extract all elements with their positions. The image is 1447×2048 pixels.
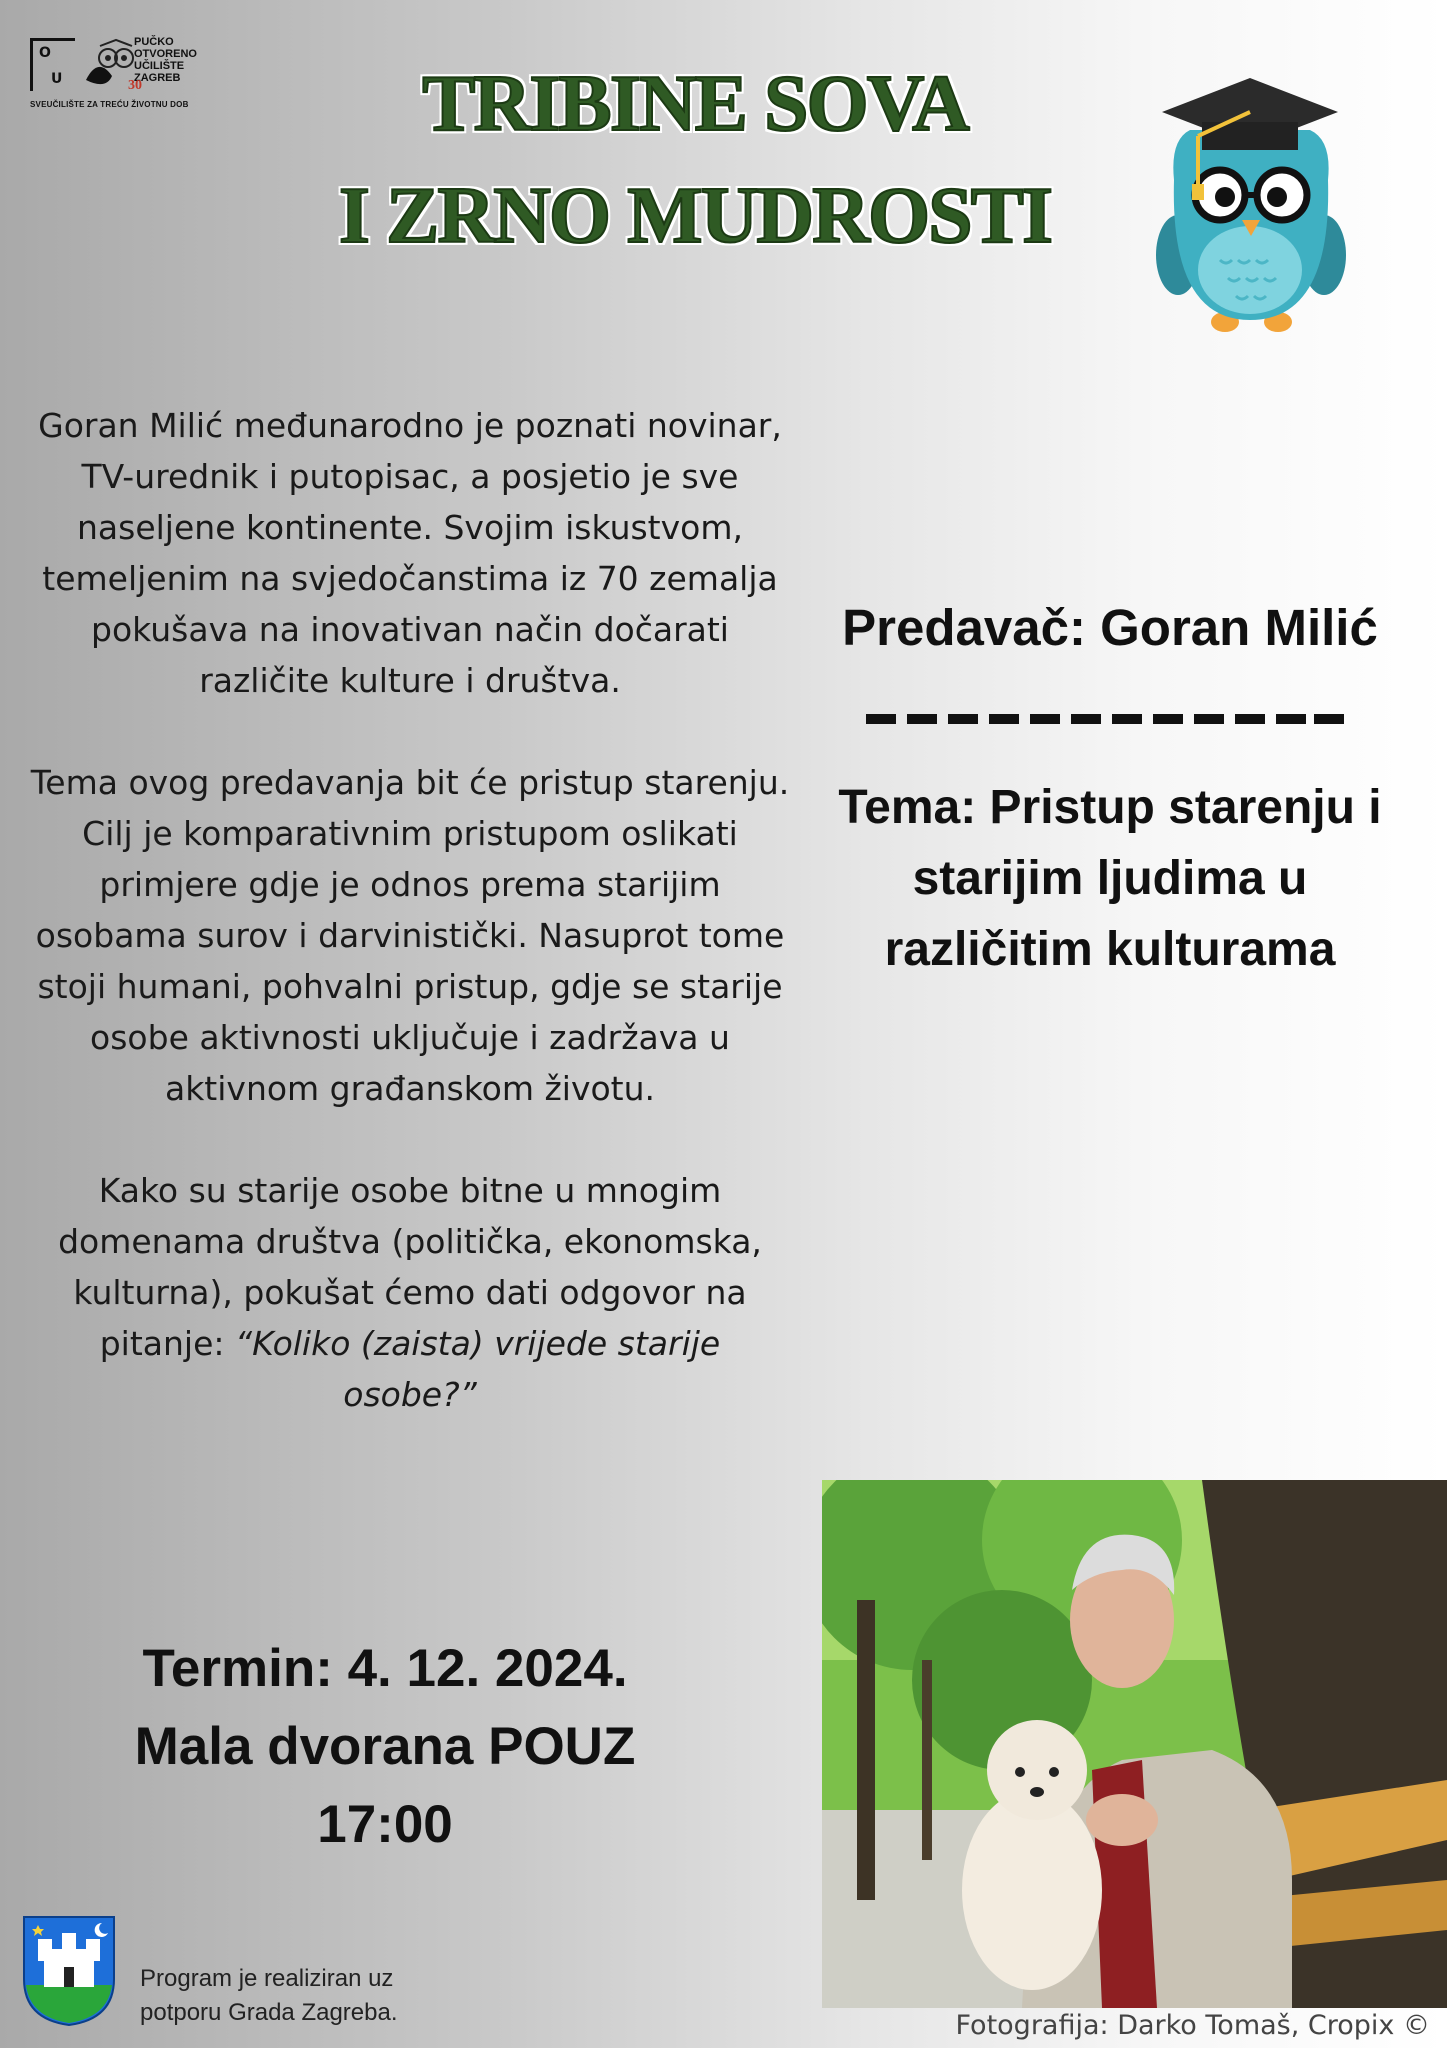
page-title bbox=[250, 48, 1140, 272]
program-line-1: Program je realiziran uz bbox=[140, 1965, 394, 1992]
topic-line-1: Tema: Pristup starenju i bbox=[838, 781, 1382, 834]
dashed-divider bbox=[866, 700, 1344, 740]
photo-credit: Fotografija: Darko Tomaš, Cropix © bbox=[955, 2010, 1430, 2041]
organization-logo bbox=[30, 32, 220, 112]
topic-heading bbox=[805, 772, 1415, 985]
event-time: 17:00 bbox=[317, 1795, 453, 1854]
title-line-1: TRIBINE SOVA bbox=[422, 60, 968, 148]
title-line-2: I ZRNO MUDROSTI bbox=[338, 172, 1052, 260]
event-date: Termin: 4. 12. 2024. bbox=[142, 1639, 628, 1698]
event-details bbox=[40, 1630, 730, 1864]
anniversary-number: 30 bbox=[128, 78, 142, 93]
lecturer-heading: Predavač: Goran Milić bbox=[842, 599, 1378, 656]
paragraph-theme: Tema ovog predavanja bit će pristup starenju. Cilj je komparativnim pristupom oslikati primjere gdje je odnos prema starijim osobama surov i darvinistički. Nasuprot tome stoji humani, pohvalni pristup, gdje se starije osobe aktivnosti uključuje i zadržava u aktivnom građanskom životu. bbox=[30, 763, 790, 1108]
paragraph-question: Kako su starije osobe bitne u mnogim domenama društva (politička, ekonomska, kulturna), pokušat ćemo dati odgovor na pitanje: “Koliko (zaista) vrijede starije osobe?” bbox=[58, 1171, 762, 1414]
lecturer-photo bbox=[822, 1480, 1447, 2008]
event-venue: Mala dvorana POUZ bbox=[134, 1717, 636, 1776]
program-line-2: potporu Grada Zagreba. bbox=[140, 1999, 398, 2026]
logo-letter-o: O bbox=[39, 45, 51, 61]
question-quote: “Koliko (zaista) vrijede starije osobe?” bbox=[235, 1324, 721, 1414]
program-support-note bbox=[140, 1962, 440, 2030]
logo-letter-u: U bbox=[51, 71, 63, 87]
zagreb-coat-of-arms-icon bbox=[22, 1915, 116, 2027]
logo-mark bbox=[30, 38, 75, 91]
description-text bbox=[30, 400, 790, 1471]
topic-line-2: starijim ljudima u bbox=[912, 852, 1308, 905]
graduate-owl-icon bbox=[1150, 70, 1350, 345]
topic-line-3: različitim kulturama bbox=[884, 923, 1336, 976]
logo-name: PUČKO OTVORENO UČILIŠTE ZAGREB bbox=[134, 36, 197, 84]
logo-tagline: SVEUČILIŠTE ZA TREĆU ŽIVOTNU DOB bbox=[30, 100, 189, 109]
paragraph-bio: Goran Milić međunarodno je poznati novinar, TV-urednik i putopisac, a posjetio je sve naseljene kontinente. Svojim iskustvom, temeljenim na svjedočanstima iz 70 zemalja pokušava na inovativan način dočarati različite kulture i društva. bbox=[38, 406, 782, 700]
